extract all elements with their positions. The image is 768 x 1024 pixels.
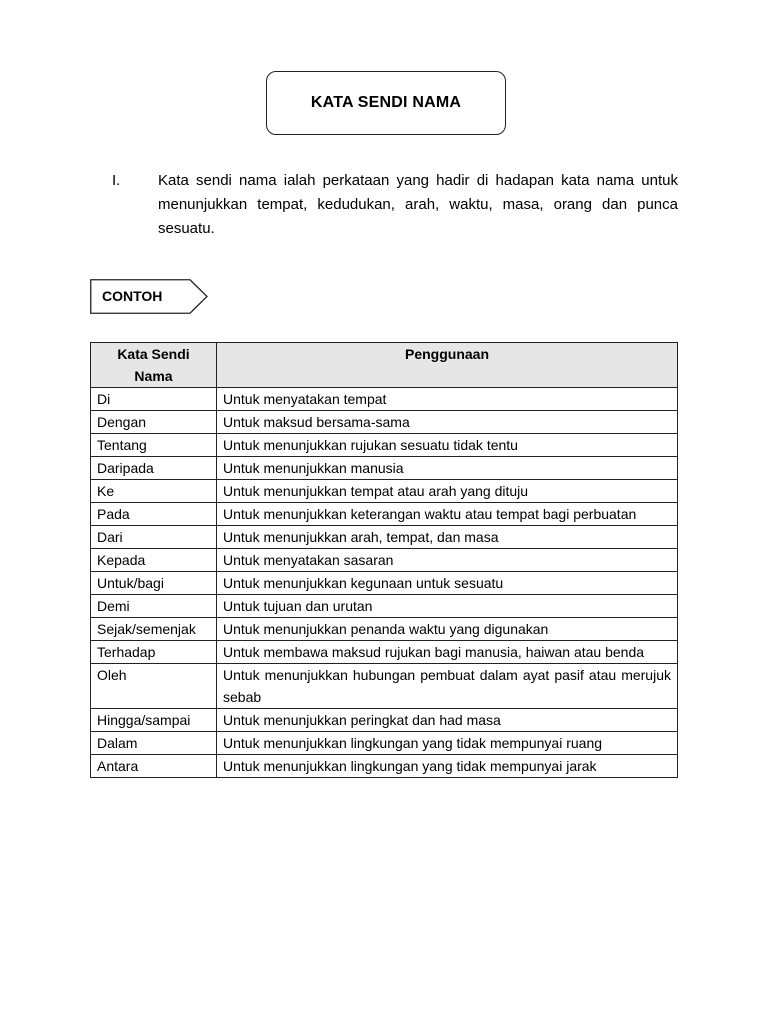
penggunaan-cell: Untuk menyatakan tempat (217, 388, 678, 411)
kata-sendi-table (90, 342, 678, 778)
table-row (91, 709, 678, 732)
contoh-label: CONTOH (102, 288, 163, 304)
kata-sendi-cell: Dalam (91, 732, 217, 755)
header-kata-sendi: Kata Sendi Nama (91, 343, 217, 388)
kata-sendi-cell: Dari (91, 526, 217, 549)
penggunaan-cell: Untuk menunjukkan peringkat dan had masa (217, 709, 678, 732)
table-row (91, 618, 678, 641)
table-row (91, 732, 678, 755)
title-box (266, 71, 506, 135)
contoh-tag (90, 279, 210, 315)
kata-sendi-cell: Antara (91, 755, 217, 778)
kata-sendi-cell: Pada (91, 503, 217, 526)
table-body (91, 388, 678, 778)
table-row (91, 411, 678, 434)
table-row (91, 755, 678, 778)
table-row (91, 457, 678, 480)
definition-text: Kata sendi nama ialah perkataan yang hadir di hadapan kata nama untuk menunjukkan tempat, kedudukan, arah, waktu, masa, orang dan punca sesuatu. (158, 172, 678, 237)
table-row (91, 595, 678, 618)
penggunaan-cell: Untuk tujuan dan urutan (217, 595, 678, 618)
kata-sendi-cell: Di (91, 388, 217, 411)
penggunaan-cell: Untuk menunjukkan hubungan pembuat dalam ayat pasif atau merujuk sebab (217, 664, 678, 709)
penggunaan-cell: Untuk menunjukkan penanda waktu yang digunakan (217, 618, 678, 641)
definition-marker: I. (112, 172, 121, 189)
table-row (91, 503, 678, 526)
kata-sendi-cell: Terhadap (91, 641, 217, 664)
table-row (91, 641, 678, 664)
penggunaan-cell: Untuk membawa maksud rujukan bagi manusia, haiwan atau benda (217, 641, 678, 664)
kata-sendi-cell: Untuk/bagi (91, 572, 217, 595)
kata-sendi-cell: Dengan (91, 411, 217, 434)
penggunaan-cell: Untuk menunjukkan lingkungan yang tidak mempunyai jarak (217, 755, 678, 778)
penggunaan-cell: Untuk menunjukkan manusia (217, 457, 678, 480)
kata-sendi-cell: Daripada (91, 457, 217, 480)
header-penggunaan: Penggunaan (217, 343, 678, 388)
kata-sendi-cell: Kepada (91, 549, 217, 572)
penggunaan-cell: Untuk menunjukkan rujukan sesuatu tidak tentu (217, 434, 678, 457)
kata-sendi-cell: Tentang (91, 434, 217, 457)
penggunaan-cell: Untuk menunjukkan arah, tempat, dan masa (217, 526, 678, 549)
table-row (91, 526, 678, 549)
kata-sendi-cell: Demi (91, 595, 217, 618)
table-row (91, 664, 678, 709)
page-title: KATA SENDI NAMA (310, 94, 462, 111)
table-row (91, 480, 678, 503)
kata-sendi-cell: Hingga/sampai (91, 709, 217, 732)
penggunaan-cell: Untuk menunjukkan keterangan waktu atau tempat bagi perbuatan (217, 503, 678, 526)
table-header-row (91, 343, 678, 388)
penggunaan-cell: Untuk maksud bersama-sama (217, 411, 678, 434)
penggunaan-cell: Untuk menunjukkan tempat atau arah yang dituju (217, 480, 678, 503)
penggunaan-cell: Untuk menyatakan sasaran (217, 549, 678, 572)
kata-sendi-cell: Sejak/semenjak (91, 618, 217, 641)
table-row (91, 388, 678, 411)
table-row (91, 434, 678, 457)
penggunaan-cell: Untuk menunjukkan lingkungan yang tidak mempunyai ruang (217, 732, 678, 755)
table-row (91, 572, 678, 595)
kata-sendi-cell: Oleh (91, 664, 217, 709)
penggunaan-cell: Untuk menunjukkan kegunaan untuk sesuatu (217, 572, 678, 595)
table-row (91, 549, 678, 572)
kata-sendi-cell: Ke (91, 480, 217, 503)
